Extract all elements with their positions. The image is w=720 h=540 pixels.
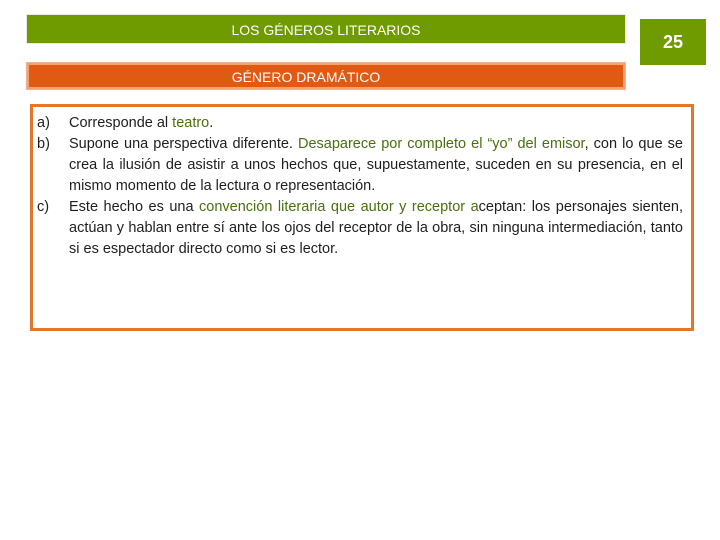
list-item-a: [37, 113, 683, 134]
title-bar: [26, 14, 626, 44]
content-box: [30, 104, 694, 331]
item-text: .: [209, 115, 214, 131]
item-marker: b): [37, 136, 50, 152]
list-item-b: [37, 134, 683, 197]
list-item-c: [37, 197, 683, 260]
section-subtitle: GÉNERO DRAMÁTICO: [231, 69, 381, 85]
item-highlight: teatro: [172, 115, 210, 131]
item-marker: a): [37, 115, 50, 131]
item-text: Supone una perspectiva diferente.: [69, 136, 298, 152]
item-list: [37, 113, 683, 260]
item-marker: c): [37, 199, 50, 215]
page-title: LOS GÉNEROS LITERARIOS: [231, 22, 421, 38]
item-text: , con lo que se crea la ilusión de asistir a unos hechos que, supuestamente, suceden en su presencia, en el mismo momento de la lectura o representación.: [69, 136, 683, 194]
item-text: Este hecho es una: [69, 199, 200, 215]
item-highlight: Desaparece por completo el “yo” del emisor: [298, 136, 585, 152]
item-highlight: convención literaria que autor y receptor a: [199, 199, 479, 215]
page-number-badge: 25: [640, 19, 706, 65]
subtitle-bar: [26, 62, 626, 90]
item-text: Corresponde al: [69, 115, 173, 131]
item-text: ceptan: los personajes sienten, actúan y hablan entre sí ante los ojos del receptor de la obra, sin ninguna intermediación, tanto si es espectador directo como si es lector.: [69, 199, 683, 257]
